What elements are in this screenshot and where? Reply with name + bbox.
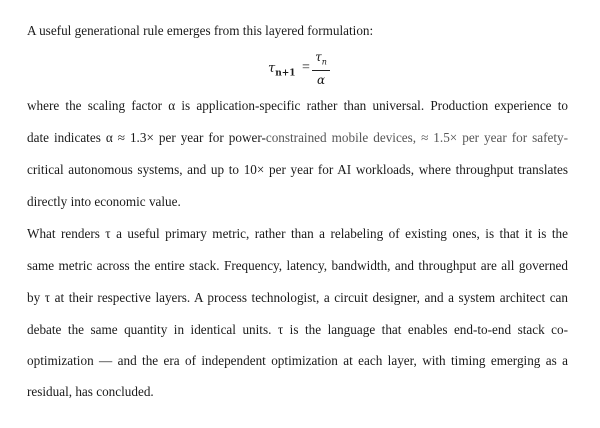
paragraph-2-line-3: by τ at their respective layers. A process technologist, a circuit designer, and a system architect can <box>27 290 568 305</box>
paragraph-2-line-6: residual, has concluded. <box>27 384 154 399</box>
fraction-bar <box>312 70 330 71</box>
paragraph-1-line-4: directly into economic value. <box>27 194 181 209</box>
paragraph-1-line-3: critical autonomous systems, and up to 10× per year for AI workloads, where throughput translates <box>27 162 568 177</box>
fraction-denominator: α <box>316 73 326 88</box>
equation-lhs: $\tau_{n+1}$ <box>268 61 296 79</box>
paragraph-2-line-2: same metric across the entire stack. Frequency, latency, bandwidth, and throughput are all governed <box>27 258 568 273</box>
paragraph-1-line-2: date indicates α ≈ 1.3× per year for power-constrained mobile devices, ≈ 1.5× per year for safety- <box>27 130 568 145</box>
paragraph-2-line-1: What renders τ a useful primary metric, rather than a relabeling of existing ones, is that it is the <box>27 226 568 241</box>
paragraph-1-line-1: where the scaling factor α is application-specific rather than universal. Production experience to <box>27 98 568 113</box>
paragraph-2-line-4: debate the same quantity in identical units. τ is the language that enables end-to-end stack co- <box>27 322 568 337</box>
equation-equals: = <box>302 60 310 75</box>
fraction-numerator: $\tau_n$ <box>315 50 327 67</box>
paragraph-2-line-5: optimization — and the era of independent optimization at each layer, with timing emerging as a <box>27 353 568 368</box>
scaling-equation <box>0 48 600 88</box>
intro-sentence: A useful generational rule emerges from this layered formulation: <box>27 23 374 38</box>
equation-fraction <box>312 50 330 87</box>
